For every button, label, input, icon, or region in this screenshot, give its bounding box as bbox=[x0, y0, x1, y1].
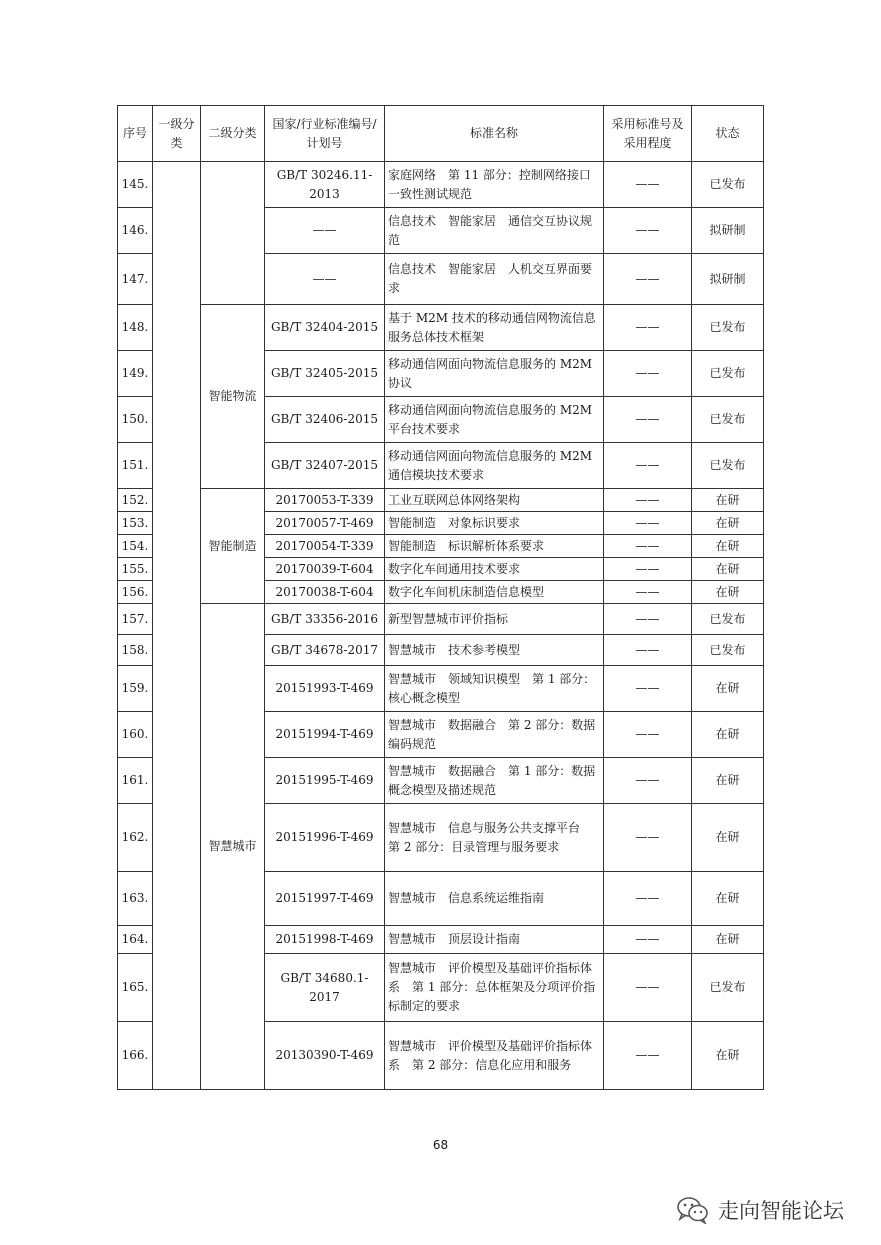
row-name: 基于 M2M 技术的移动通信网物流信息服务总体技术框架 bbox=[385, 305, 604, 351]
row-status: 在研 bbox=[692, 926, 764, 954]
row-std-no: GB/T 33356-2016 bbox=[265, 604, 385, 635]
row-seq: 147. bbox=[118, 254, 153, 305]
row-seq: 163. bbox=[118, 872, 153, 926]
row-status: 已发布 bbox=[692, 162, 764, 208]
row-adopt: —— bbox=[604, 804, 692, 872]
header-status: 状态 bbox=[692, 106, 764, 162]
row-seq: 152. bbox=[118, 489, 153, 512]
row-name: 智慧城市 顶层设计指南 bbox=[385, 926, 604, 954]
row-std-no: 20170054-T-339 bbox=[265, 535, 385, 558]
row-adopt: —— bbox=[604, 489, 692, 512]
row-adopt: —— bbox=[604, 926, 692, 954]
standards-table bbox=[117, 105, 764, 1090]
row-name: 智慧城市 评价模型及基础评价指标体系 第 2 部分：信息化应用和服务 bbox=[385, 1022, 604, 1090]
row-status: 已发布 bbox=[692, 397, 764, 443]
row-adopt: —— bbox=[604, 872, 692, 926]
row-std-no: 20151996-T-469 bbox=[265, 804, 385, 872]
row-adopt: —— bbox=[604, 604, 692, 635]
category-city: 智慧城市 bbox=[201, 604, 265, 1090]
row-name: 智慧城市 数据融合 第 2 部分：数据编码规范 bbox=[385, 712, 604, 758]
row-std-no: GB/T 32407-2015 bbox=[265, 443, 385, 489]
row-adopt: —— bbox=[604, 1022, 692, 1090]
row-name: 智能制造 对象标识要求 bbox=[385, 512, 604, 535]
row-std-no: —— bbox=[265, 208, 385, 254]
row-std-no: GB/T 34678-2017 bbox=[265, 635, 385, 666]
row-status: 在研 bbox=[692, 758, 764, 804]
category-manufacturing: 智能制造 bbox=[201, 489, 265, 604]
level1-cell bbox=[153, 162, 201, 1090]
wechat-icon bbox=[676, 1196, 710, 1224]
row-seq: 155. bbox=[118, 558, 153, 581]
row-adopt: —— bbox=[604, 305, 692, 351]
row-seq: 145. bbox=[118, 162, 153, 208]
row-seq: 156. bbox=[118, 581, 153, 604]
row-adopt: —— bbox=[604, 558, 692, 581]
row-adopt: —— bbox=[604, 666, 692, 712]
row-adopt: —— bbox=[604, 635, 692, 666]
row-status: 在研 bbox=[692, 666, 764, 712]
row-std-no: GB/T 32404-2015 bbox=[265, 305, 385, 351]
row-std-no: 20170057-T-469 bbox=[265, 512, 385, 535]
row-status: 在研 bbox=[692, 872, 764, 926]
row-seq: 148. bbox=[118, 305, 153, 351]
row-adopt: —— bbox=[604, 351, 692, 397]
watermark bbox=[676, 1195, 844, 1225]
row-status: 在研 bbox=[692, 712, 764, 758]
row-adopt: —— bbox=[604, 581, 692, 604]
row-seq: 149. bbox=[118, 351, 153, 397]
row-seq: 157. bbox=[118, 604, 153, 635]
row-seq: 164. bbox=[118, 926, 153, 954]
row-status: 在研 bbox=[692, 804, 764, 872]
row-std-no: 20151994-T-469 bbox=[265, 712, 385, 758]
row-std-no: 20170053-T-339 bbox=[265, 489, 385, 512]
row-adopt: —— bbox=[604, 397, 692, 443]
header-seq: 序号 bbox=[118, 106, 153, 162]
row-adopt: —— bbox=[604, 512, 692, 535]
row-name: 智慧城市 领域知识模型 第 1 部分：核心概念模型 bbox=[385, 666, 604, 712]
row-std-no: GB/T 30246.11-2013 bbox=[265, 162, 385, 208]
row-name: 移动通信网面向物流信息服务的 M2M 协议 bbox=[385, 351, 604, 397]
row-status: 已发布 bbox=[692, 351, 764, 397]
row-name: 数字化车间通用技术要求 bbox=[385, 558, 604, 581]
row-name: 智慧城市 评价模型及基础评价指标体系 第 1 部分：总体框架及分项评价指标制定的要求 bbox=[385, 954, 604, 1022]
table-row bbox=[118, 305, 764, 351]
row-adopt: —— bbox=[604, 758, 692, 804]
category-logistics: 智能物流 bbox=[201, 305, 265, 489]
row-name: 智慧城市 技术参考模型 bbox=[385, 635, 604, 666]
row-name: 数字化车间机床制造信息模型 bbox=[385, 581, 604, 604]
row-adopt: —— bbox=[604, 162, 692, 208]
page-number: 68 bbox=[432, 1138, 449, 1152]
row-status: 已发布 bbox=[692, 604, 764, 635]
row-status: 已发布 bbox=[692, 305, 764, 351]
row-seq: 151. bbox=[118, 443, 153, 489]
row-std-no: 20151995-T-469 bbox=[265, 758, 385, 804]
row-seq: 161. bbox=[118, 758, 153, 804]
row-std-no: GB/T 32406-2015 bbox=[265, 397, 385, 443]
row-adopt: —— bbox=[604, 954, 692, 1022]
row-status: 在研 bbox=[692, 489, 764, 512]
row-status: 在研 bbox=[692, 535, 764, 558]
row-adopt: —— bbox=[604, 208, 692, 254]
row-std-no: —— bbox=[265, 254, 385, 305]
row-adopt: —— bbox=[604, 443, 692, 489]
row-std-no: GB/T 34680.1-2017 bbox=[265, 954, 385, 1022]
row-std-no: 20170039-T-604 bbox=[265, 558, 385, 581]
row-std-no: 20151998-T-469 bbox=[265, 926, 385, 954]
row-name: 智能制造 标识解析体系要求 bbox=[385, 535, 604, 558]
header-level1: 一级分类 bbox=[153, 106, 201, 162]
row-status: 在研 bbox=[692, 512, 764, 535]
row-name: 智慧城市 信息与服务公共支撑平台 第 2 部分：目录管理与服务要求 bbox=[385, 804, 604, 872]
row-status: 已发布 bbox=[692, 443, 764, 489]
row-name: 信息技术 智能家居 通信交互协议规范 bbox=[385, 208, 604, 254]
level2-cell bbox=[201, 162, 265, 305]
table-row bbox=[118, 604, 764, 635]
row-status: 已发布 bbox=[692, 954, 764, 1022]
row-name: 智慧城市 数据融合 第 1 部分：数据概念模型及描述规范 bbox=[385, 758, 604, 804]
row-status: 在研 bbox=[692, 558, 764, 581]
row-status: 拟研制 bbox=[692, 208, 764, 254]
row-name: 移动通信网面向物流信息服务的 M2M 平台技术要求 bbox=[385, 397, 604, 443]
row-name: 移动通信网面向物流信息服务的 M2M 通信模块技术要求 bbox=[385, 443, 604, 489]
row-seq: 160. bbox=[118, 712, 153, 758]
row-std-no: 20151993-T-469 bbox=[265, 666, 385, 712]
header-level2: 二级分类 bbox=[201, 106, 265, 162]
header-name: 标准名称 bbox=[385, 106, 604, 162]
row-name: 家庭网络 第 11 部分：控制网络接口一致性测试规范 bbox=[385, 162, 604, 208]
table-header-row bbox=[118, 106, 764, 162]
row-status: 拟研制 bbox=[692, 254, 764, 305]
table-row bbox=[118, 162, 764, 208]
row-seq: 146. bbox=[118, 208, 153, 254]
row-name: 新型智慧城市评价指标 bbox=[385, 604, 604, 635]
row-std-no: 20151997-T-469 bbox=[265, 872, 385, 926]
row-std-no: 20170038-T-604 bbox=[265, 581, 385, 604]
row-adopt: —— bbox=[604, 535, 692, 558]
row-name: 信息技术 智能家居 人机交互界面要求 bbox=[385, 254, 604, 305]
row-name: 智慧城市 信息系统运维指南 bbox=[385, 872, 604, 926]
row-status: 已发布 bbox=[692, 635, 764, 666]
row-std-no: 20130390-T-469 bbox=[265, 1022, 385, 1090]
row-seq: 158. bbox=[118, 635, 153, 666]
row-adopt: —— bbox=[604, 254, 692, 305]
row-adopt: —— bbox=[604, 712, 692, 758]
row-status: 在研 bbox=[692, 1022, 764, 1090]
header-std-no: 国家/行业标准编号/计划号 bbox=[265, 106, 385, 162]
table-row bbox=[118, 489, 764, 512]
row-status: 在研 bbox=[692, 581, 764, 604]
row-seq: 162. bbox=[118, 804, 153, 872]
row-seq: 153. bbox=[118, 512, 153, 535]
row-seq: 159. bbox=[118, 666, 153, 712]
row-std-no: GB/T 32405-2015 bbox=[265, 351, 385, 397]
header-adopt: 采用标准号及采用程度 bbox=[604, 106, 692, 162]
row-seq: 154. bbox=[118, 535, 153, 558]
watermark-text: 走向智能论坛 bbox=[718, 1199, 844, 1223]
row-seq: 165. bbox=[118, 954, 153, 1022]
row-seq: 150. bbox=[118, 397, 153, 443]
row-seq: 166. bbox=[118, 1022, 153, 1090]
row-name: 工业互联网总体网络架构 bbox=[385, 489, 604, 512]
